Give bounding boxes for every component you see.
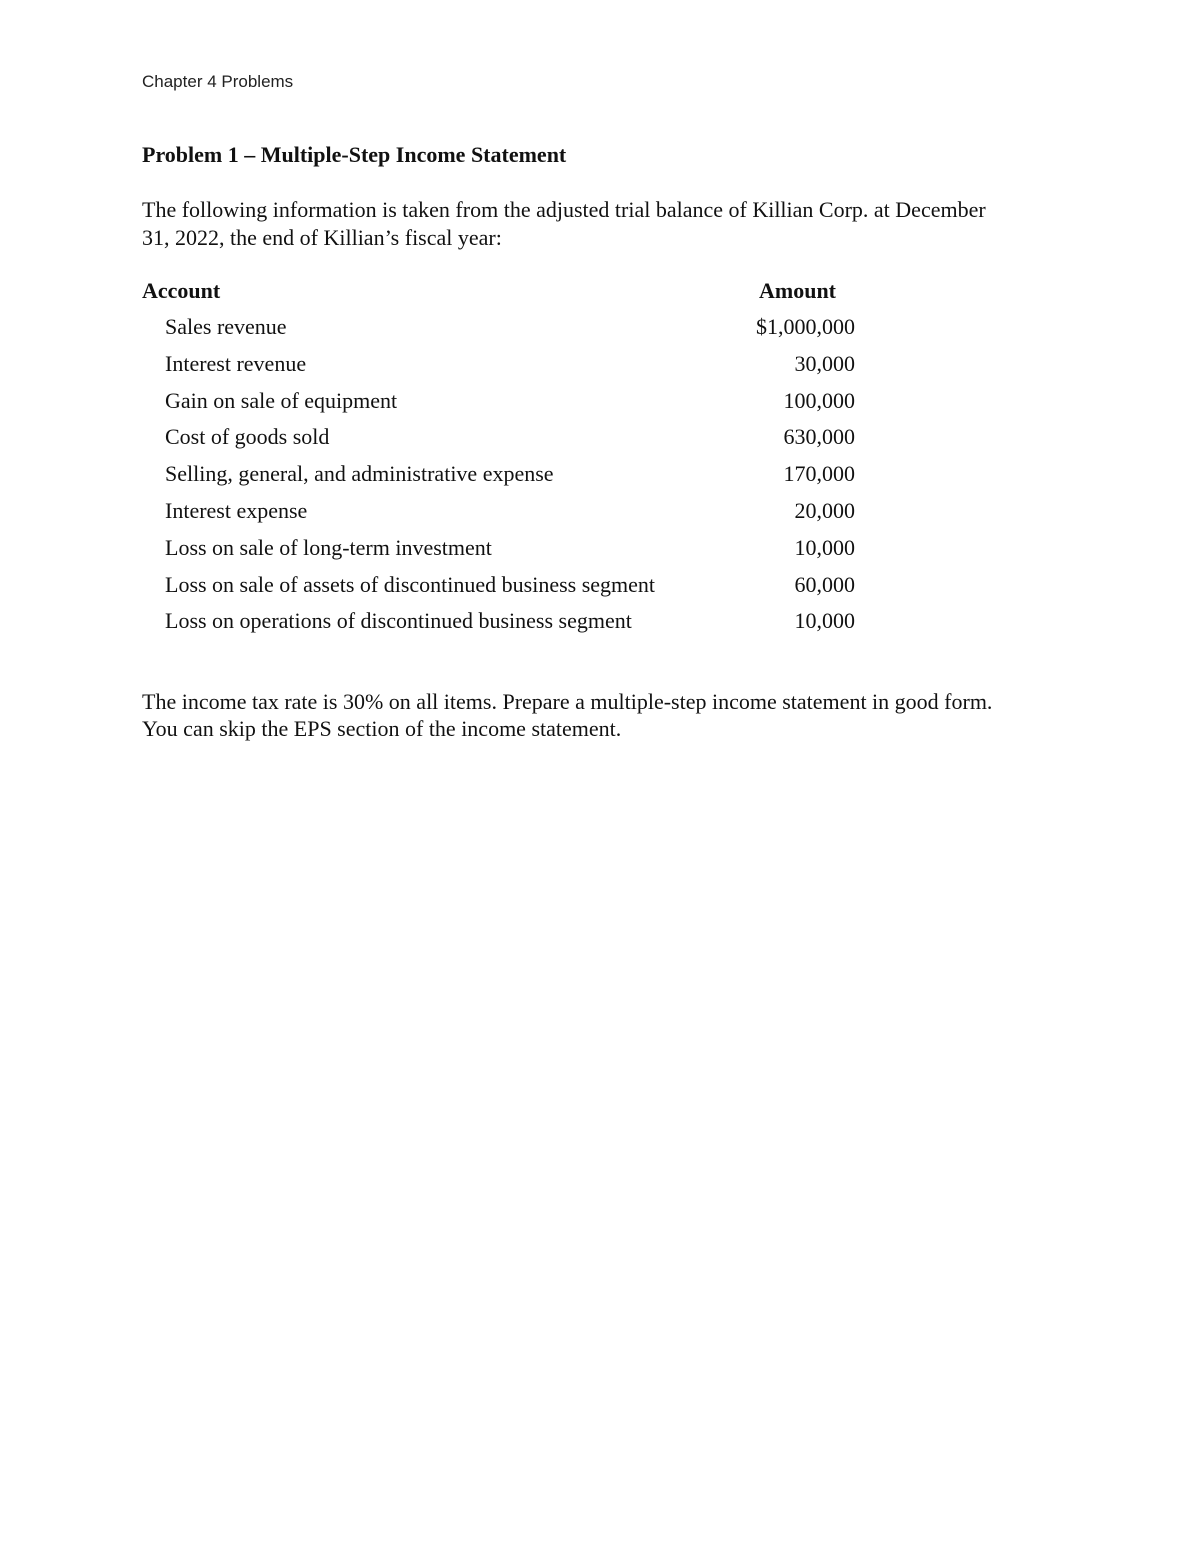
intro-line: The following information is taken from the adjusted trial balance of Killian Corp. at December [142,197,986,222]
account-amount: 10,000 [794,534,855,560]
table-row [165,314,855,351]
column-header-amount: Amount [759,278,837,303]
account-name: Interest expense [165,497,308,523]
table-row [165,608,855,645]
account-amount: $1,000,000 [756,314,855,339]
account-amount: 60,000 [794,571,855,597]
account-table [165,314,855,645]
table-header [142,278,862,306]
account-name: Selling, general, and administrative expense [165,461,554,487]
table-row [165,351,855,388]
account-amount: 630,000 [783,424,855,450]
account-name: Gain on sale of equipment [165,387,398,413]
table-row [165,572,855,609]
account-name: Interest revenue [165,350,307,376]
account-amount: 170,000 [783,461,855,487]
table-row [165,535,855,572]
intro-line: 31, 2022, the end of Killian’s fiscal year: [142,225,502,250]
instruction-line: The income tax rate is 30% on all items. Prepare a multiple-step income statement in good form. [142,689,993,714]
table-row [165,461,855,498]
account-amount: 10,000 [794,608,855,634]
table-row [165,498,855,535]
account-name: Loss on sale of assets of discontinued business segment [165,571,656,597]
problem-intro [142,196,1062,252]
page-header: Chapter 4 Problems [142,72,294,91]
account-name: Loss on operations of discontinued business segment [165,608,632,634]
table-row [165,424,855,461]
problem-title: Problem 1 – Multiple-Step Income Statement [142,142,567,167]
table-row [165,388,855,425]
account-name: Cost of goods sold [165,424,330,450]
account-name: Loss on sale of long-term investment [165,534,492,560]
problem-instructions [142,688,1072,742]
account-amount: 100,000 [783,387,855,413]
instruction-line: You can skip the EPS section of the income statement. [142,716,622,741]
account-amount: 30,000 [794,350,855,376]
account-name: Sales revenue [165,314,287,339]
account-amount: 20,000 [794,497,855,523]
column-header-account: Account [142,278,221,303]
